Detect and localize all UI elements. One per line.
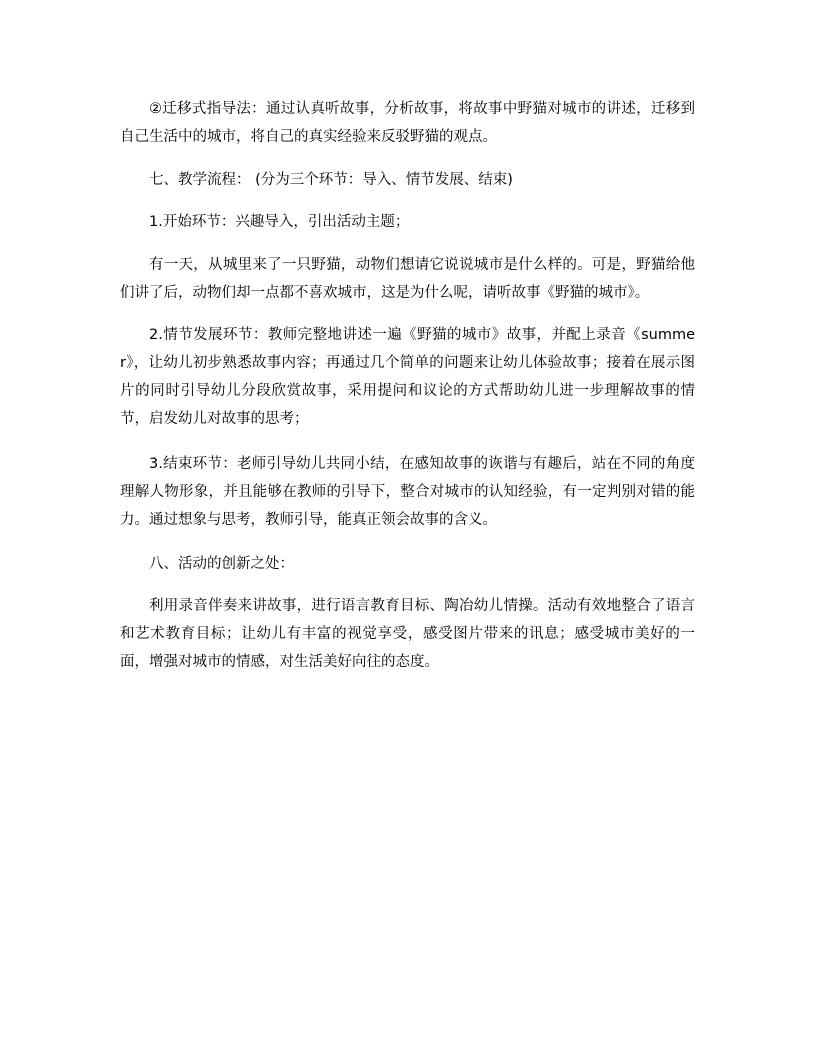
paragraph-start-stage: 1.开始环节：兴趣导入，引出活动主题； (149, 214, 410, 230)
paragraph-innovation-description: 利用录音伴奏来讲故事，进行语言教育目标、陶冶幼儿情操。活动有效地整合了语言和艺术教育目标；让幼儿有丰富的视觉享受，感受图片带来的讯息；感受城市美好的一面，增强对城市的情感，对生活美好向往的态度。 (120, 598, 695, 670)
section-heading-teaching-process: 七、教学流程： (分为三个环节：导入、情节发展、结束) (149, 172, 513, 188)
paragraph-plot-development-stage: 2.情节发展环节：教师完整地讲述一遍《野猫的城市》故事，并配上录音《summer》，让幼儿初步熟悉故事内容；再通过几个简单的问题来让幼儿体验故事；接着在展示图片的同时引导幼儿分段欣赏故事，采用提问和议论的方式帮助幼儿进一步理解故事的情节，启发幼儿对故事的思考； (120, 327, 695, 427)
section-heading-innovation: 八、活动的创新之处： (149, 556, 294, 572)
paragraph-ending-stage: 3.结束环节：老师引导幼儿共同小结，在感知故事的诙谐与有趣后，站在不同的角度理解人物形象，并且能够在教师的引导下，整合对城市的认知经验，有一定判别对错的能力。通过想象与思考，教师引导，能真正领会故事的含义。 (120, 456, 695, 528)
paragraph-guidance-method: ②迁移式指导法：通过认真听故事，分析故事，将故事中野猫对城市的讲述，迁移到自己生活中的城市，将自己的真实经验来反驳野猫的观点。 (120, 101, 695, 145)
paragraph-story-intro: 有一天，从城里来了一只野猫，动物们想请它说说城市是什么样的。可是，野猫给他们讲了后，动物们却一点都不喜欢城市，这是为什么呢，请听故事《野猫的城市》。 (120, 257, 695, 301)
